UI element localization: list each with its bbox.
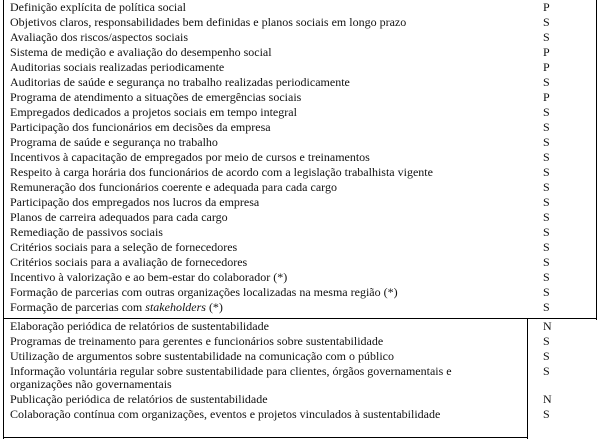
row-value: S	[543, 180, 550, 194]
row-label: Programa de saúde e segurança no trabalho	[10, 135, 218, 149]
row-label: Auditorias de saúde e segurança no trabalho realizadas periodicamente	[10, 75, 350, 89]
table-border-right	[596, 0, 597, 320]
row-label: Incentivos à capacitação de empregados por meio de cursos e treinamentos	[10, 150, 370, 164]
row-label: Auditorias sociais realizadas periodicamente	[10, 60, 225, 74]
row-value: S	[543, 407, 550, 421]
row-label: Avaliação dos riscos/aspectos sociais	[10, 30, 189, 44]
row-label: Colaboração contínua com organizações, eventos e projetos vinculados à sustentabilidade	[10, 407, 441, 421]
row-value: S	[543, 270, 550, 284]
row-value: S	[543, 349, 550, 363]
row-value: S	[543, 364, 550, 378]
row-value: S	[543, 165, 550, 179]
row-value: S	[543, 135, 550, 149]
row-value: P	[543, 45, 550, 59]
row-label: Participação dos funcionários em decisões da empresa	[10, 120, 271, 134]
row-label	[10, 301, 510, 314]
row-value: N	[543, 319, 552, 333]
row-label-suffix: (*)	[205, 300, 223, 314]
row-value: S	[543, 255, 550, 269]
row-label: Empregados dedicados a projetos sociais em tempo integral	[10, 105, 297, 119]
row-label: Critérios sociais para a avaliação de fornecedores	[10, 255, 248, 269]
row-label: Respeito à carga horária dos funcionários de acordo com a legislação trabalhista vigente	[10, 165, 433, 179]
row-value: S	[543, 150, 550, 164]
row-label-italic: stakeholders	[145, 300, 206, 314]
row-value: P	[543, 0, 550, 14]
row-value: N	[543, 392, 552, 406]
table-border-left	[3, 0, 4, 320]
row-label: Remediação de passivos sociais	[10, 225, 163, 239]
row-label: Formação de parcerias com outras organizações localizadas na mesma região (*)	[10, 285, 398, 299]
row-label: Participação dos empregados nos lucros da empresa	[10, 195, 260, 209]
row-label-prefix: Formação de parcerias com	[10, 300, 146, 314]
row-value: S	[543, 334, 550, 348]
row-value: S	[543, 75, 550, 89]
row-label: Elaboração periódica de relatórios de sustentabilidade	[10, 319, 269, 333]
row-label: Sistema de medição e avaliação do desempenho social	[10, 45, 272, 59]
row-label: Informação voluntária regular sobre sustentabilidade para clientes, órgãos governamentais e organizações não governamentais	[10, 364, 452, 391]
row-value: S	[543, 285, 550, 299]
row-label: Programas de treinamento para gerentes e funcionários sobre sustentabilidade	[10, 334, 384, 348]
row-label: Remuneração dos funcionários coerente e adequada para cada cargo	[10, 180, 337, 194]
row-value: S	[543, 30, 550, 44]
table-border-bottom	[3, 437, 528, 438]
table-border-left-lower	[3, 318, 4, 439]
row-label: Incentivo à valorização e ao bem-estar do colaborador (*)	[10, 270, 288, 284]
row-label: Publicação periódica de relatórios de sustentabilidade	[10, 392, 268, 406]
row-value: S	[543, 240, 550, 254]
row-value: P	[543, 90, 550, 104]
row-value: S	[543, 120, 550, 134]
row-label: Critérios sociais para a seleção de fornecedores	[10, 240, 238, 254]
row-label: Objetivos claros, responsabilidades bem definidas e planos sociais em longo prazo	[10, 15, 407, 29]
row-label: Planos de carreira adequados para cada cargo	[10, 210, 228, 224]
row-label: Programa de atendimento a situações de emergências sociais	[10, 90, 302, 104]
row-label: Utilização de argumentos sobre sustentabilidade na comunicação com o público	[10, 349, 394, 363]
row-value: S	[543, 105, 550, 119]
row-label: Definição explícita de política social	[10, 0, 186, 14]
row-value: S	[543, 195, 550, 209]
row-value: P	[543, 60, 550, 74]
row-value: S	[543, 225, 550, 239]
table-border-right-lower	[527, 318, 528, 439]
row-value: S	[543, 300, 550, 314]
row-value: S	[543, 15, 550, 29]
row-value: S	[543, 210, 550, 224]
